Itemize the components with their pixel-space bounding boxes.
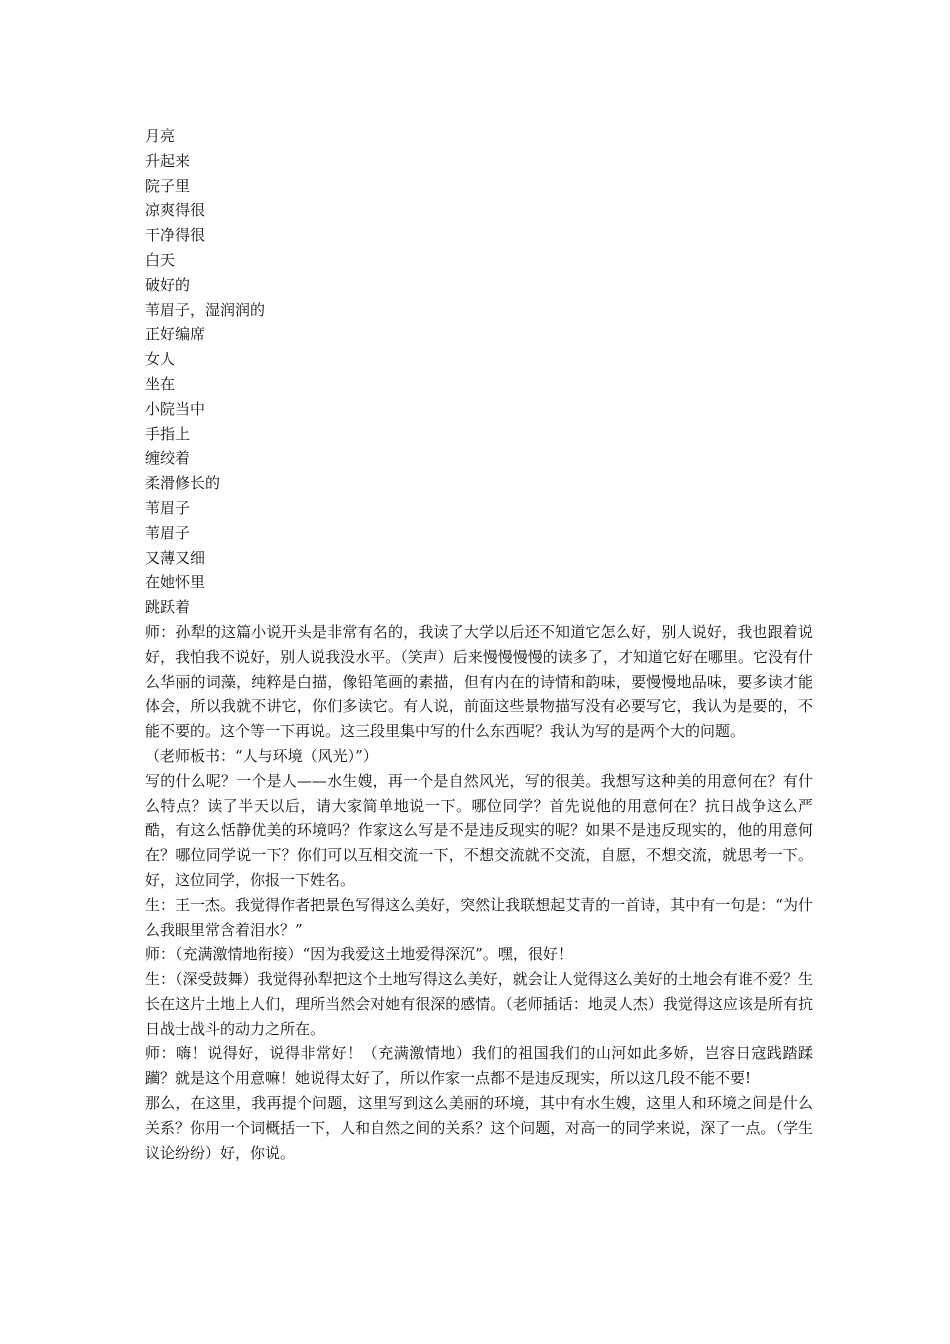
poem-line: 白天 (145, 250, 176, 269)
poem-excerpt (145, 124, 813, 620)
teacher-paragraph: 师：（充满激情地衔接）“因为我爱这土地爱得深沉”。嘿，很好！ (145, 945, 573, 964)
poem-line: 小院当中 (145, 399, 206, 418)
poem-line: 苇眉子，湿润润的 (145, 300, 266, 319)
poem-line: 正好编席 (145, 325, 206, 344)
teacher-paragraph: 师：嗨！说得好，说得非常好！（充满激情地）我们的祖国我们的山河如此多娇，岂容日寇践踏蹂躏？就是这个用意嘛！她说得太好了，所以作家一点都不是违反现实，所以这几段不能不要! (145, 1044, 813, 1088)
poem-line: 缠绞着 (145, 449, 191, 468)
student-paragraph: 生：王一杰。我觉得作者把景色写得这么美好，突然让我联想起艾青的一首诗，其中有一句是：“为什么我眼里常含着泪水？” (145, 895, 813, 939)
poem-line: 破好的 (145, 275, 191, 294)
poem-line: 手指上 (145, 424, 191, 443)
poem-line: 坐在 (145, 374, 176, 393)
transcript (145, 620, 813, 1166)
poem-line: 又薄又细 (145, 548, 206, 567)
poem-line: 在她怀里 (145, 573, 206, 592)
poem-line: 苇眉子 (145, 523, 191, 542)
teacher-paragraph: 那么，在这里，我再提个问题，这里写到这么美丽的环境，其中有水生嫂，这里人和环境之间是什么关系？你用一个词概括一下，人和自然之间的关系？这个问题，对高一的同学来说，深了一点。（学生议论纷纷）好，你说。 (145, 1094, 813, 1162)
poem-line: 跳跃着 (145, 598, 191, 617)
poem-line: 苇眉子 (145, 498, 191, 517)
poem-line: 干净得很 (145, 226, 206, 245)
poem-line: 月亮 (145, 127, 176, 145)
teacher-paragraph: 师：孙犁的这篇小说开头是非常有名的，我读了大学以后还不知道它怎么好，别人说好，我也跟着说好，我怕我不说好，别人说我没水平。（笑声）后来慢慢慢慢的读多了，才知道它好在哪里。它没有什么华丽的词藻，纯粹是白描，像铅笔画的素描，但有内在的诗情和韵味，要慢慢地品味，要多读才能体会，所以我就不讲它，你们多读它。有人说，前面这些景物描写没有必要写它，我认为是要的，不能不要的。这个等一下再说。这三段里集中写的什么东西呢？我认为写的是两个大的问题。 (145, 622, 813, 741)
document-page (145, 124, 813, 1165)
student-paragraph: 生：（深受鼓舞）我觉得孙犁把这个土地写得这么美好，就会让人觉得这么美好的土地会有谁不爱？生长在这片土地上人们，理所当然会对她有很深的感情。（老师插话：地灵人杰）我觉得这应该是所有抗日战士战斗的动力之所在。 (145, 970, 813, 1038)
poem-line: 升起来 (145, 151, 191, 170)
poem-line: 凉爽得很 (145, 201, 206, 220)
poem-line: 柔滑修长的 (145, 474, 221, 493)
blackboard-note: （老师板书：“人与环境（风光）”） (145, 746, 378, 765)
poem-line: 女人 (145, 350, 176, 369)
teacher-paragraph: 写的什么呢？一个是人——水生嫂，再一个是自然风光，写的很美。我想写这种美的用意何在？有什么特点？读了半天以后，请大家简单地说一下。哪位同学？首先说他的用意何在？抗日战争这么严酷，有这么恬静优美的环境吗？作家这么写是不是违反现实的呢？如果不是违反现实的，他的用意何在？哪位同学说一下？你们可以互相交流一下，不想交流就不交流，自愿，不想交流，就思考一下。好，这位同学，你报一下姓名。 (145, 771, 813, 889)
poem-line: 院子里 (145, 176, 191, 195)
